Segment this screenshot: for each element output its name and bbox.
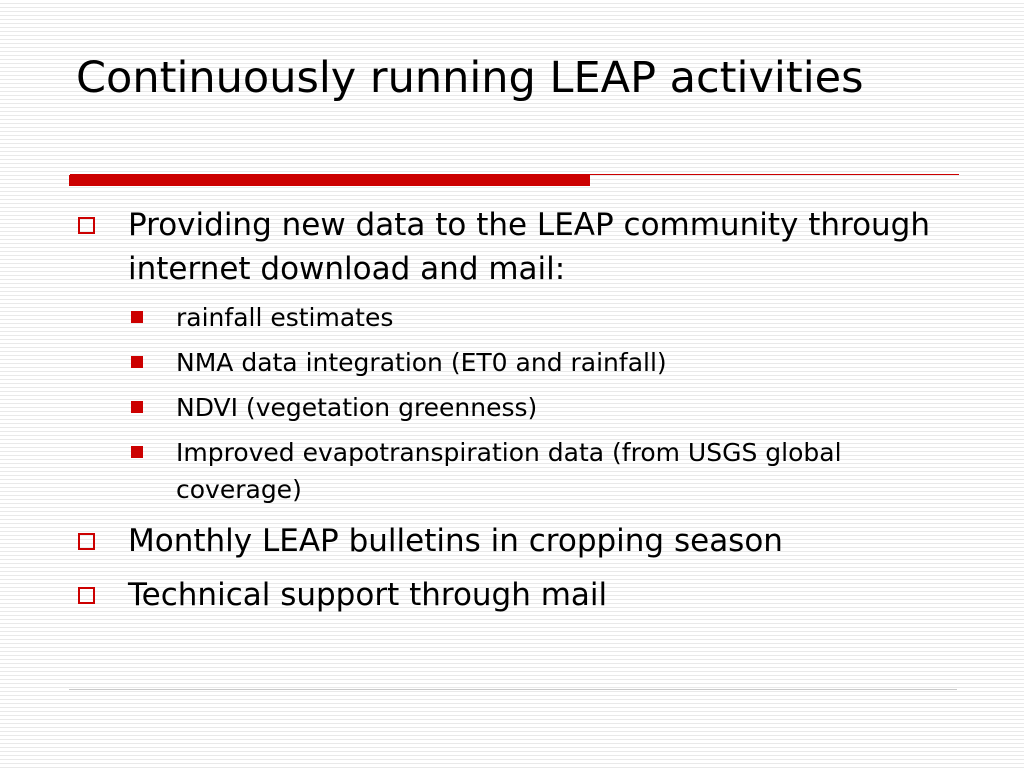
slide-title: Continuously running LEAP activities: [76, 53, 864, 103]
bullet-item: Monthly LEAP bulletins in cropping season: [128, 523, 783, 559]
title-divider-thick: [69, 175, 590, 186]
filled-square-bullet-icon: [131, 356, 143, 368]
footer-divider: [69, 689, 957, 690]
bullet-item: Technical support through mail: [128, 577, 608, 613]
filled-square-bullet-icon: [131, 311, 143, 323]
bullet-item: Providing new data to the LEAP community through internet download and mail:: [128, 207, 931, 287]
sub-bullet-item: NDVI (vegetation greenness): [176, 393, 538, 422]
filled-square-bullet-icon: [131, 446, 143, 458]
sub-bullet-item: NMA data integration (ET0 and rainfall): [176, 348, 667, 377]
filled-square-bullet-icon: [131, 401, 143, 413]
sub-bullet-item: rainfall estimates: [176, 303, 394, 332]
hollow-square-bullet-icon: [78, 533, 95, 550]
hollow-square-bullet-icon: [78, 587, 95, 604]
sub-bullet-item: Improved evapotranspiration data (from USGS global coverage): [176, 438, 842, 504]
hollow-square-bullet-icon: [78, 217, 95, 234]
